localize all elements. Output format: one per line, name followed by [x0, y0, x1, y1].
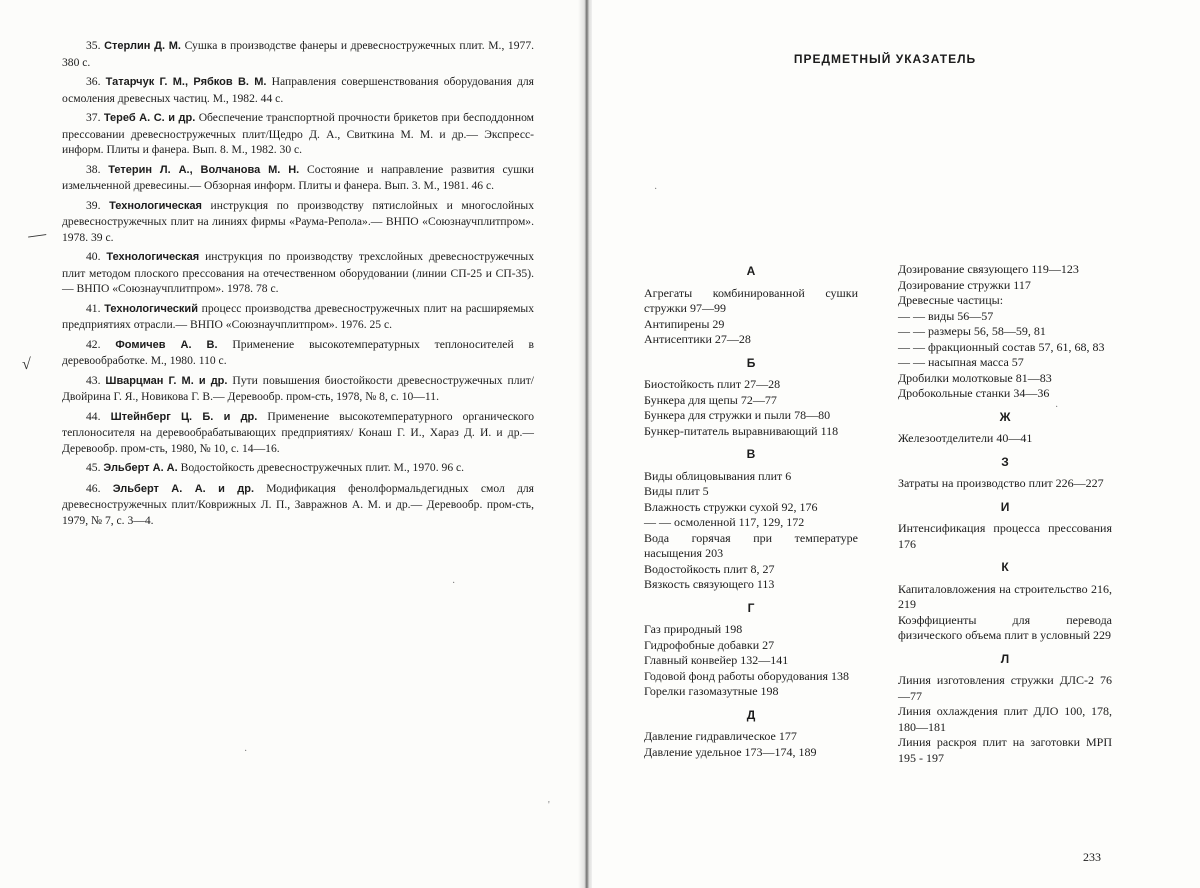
- speck: ·: [244, 746, 248, 757]
- reference-item: [62, 409, 534, 457]
- index-entry: Водостойкость плит 8, 27: [644, 561, 775, 576]
- reference-author: Фомичев А. В.: [115, 338, 218, 351]
- reference-number: 46.: [86, 481, 113, 495]
- index-section: [898, 455, 1112, 492]
- index-section: [644, 708, 858, 761]
- reference-item: [62, 110, 534, 158]
- reference-author: Тетерин Л. А., Волчанова М. Н.: [108, 163, 300, 176]
- reference-text: Применение высокотемпературных теплоносителей в деревообработке. М., 1980. 110 с.: [62, 337, 534, 367]
- reference-item: [62, 301, 534, 333]
- index-entry: Давление удельное 173—174, 189: [644, 744, 817, 759]
- speck: ·: [452, 578, 456, 589]
- reference-item: [62, 337, 534, 369]
- left-page: [0, 0, 588, 888]
- index-section: [898, 500, 1112, 553]
- reference-text: Состояние и направление развития сушки измельченной древесины.— Обзорная информ. Плиты и фанера. Вып. 3. М., 1981. 46 с.: [62, 162, 534, 192]
- index-entry: Давление гидравлическое 177: [644, 729, 797, 743]
- index-column-2: [898, 262, 1112, 774]
- reference-text: Модификация фенолформальдегидных смол для древесностружечных плит/Коврижных Л. П., Завражнов А. М. и др.— Деревообр. пром-сть, 1979, № 7, с. 3—4.: [62, 481, 535, 527]
- reference-number: 43.: [86, 373, 106, 387]
- reference-text: Пути повышения биостойкости древесностружечных плит/ Двойрина Г. Я., Новикова Г. В.— Деревообр. пром-сть, 1978, № 8, с. 10—11.: [62, 373, 534, 403]
- index-entry: Коэффициенты для перевода физического объема плит в условный 229: [898, 612, 1112, 642]
- page-number: 233: [1083, 850, 1101, 864]
- reference-author: Технологический: [104, 302, 198, 315]
- index-column-1: [644, 262, 858, 768]
- index-section: [898, 262, 1112, 402]
- reference-author: Стерлин Д. М.: [104, 40, 181, 52]
- reference-item: [62, 74, 534, 106]
- index-entry: Бункера для стружки и пыли 78—80: [644, 408, 831, 422]
- reference-author: Тереб А. С. и др.: [103, 112, 196, 124]
- index-section: [898, 560, 1112, 644]
- index-entry: Дробокольные станки 34—36: [898, 386, 1050, 400]
- index-entry: Дозирование связующего 119—123: [898, 262, 1079, 276]
- reference-number: 45.: [86, 461, 104, 474]
- index-entry: Виды облицовывания плит 6: [644, 468, 792, 483]
- index-entry: Дозирование стружки 117: [898, 277, 1031, 292]
- pen-mark-arrow: —: [26, 222, 48, 246]
- reference-number: 44.: [86, 409, 111, 423]
- reference-author: Эльберт А. А.: [103, 462, 178, 474]
- index-entry: Капиталовложения на строительство 216, 219: [898, 581, 1112, 611]
- index-letter-heading: А: [746, 264, 756, 278]
- index-entry: Вязкость связующего 113: [644, 577, 775, 591]
- index-letter-heading: Д: [746, 707, 756, 722]
- index-section: [644, 356, 858, 440]
- index-entry: — — фракционный состав 57, 61, 68, 83: [898, 339, 1105, 354]
- index-section: [644, 447, 858, 593]
- index-entry: — — насыпная масса 57: [898, 355, 1024, 369]
- speck: ·: [654, 184, 658, 195]
- index-section: [898, 410, 1112, 447]
- index-entry: — — виды 56—57: [898, 308, 994, 323]
- reference-item: [62, 162, 534, 194]
- reference-number: 38.: [86, 162, 109, 176]
- index-section: [644, 601, 858, 700]
- reference-text: Обеспечение транспортной прочности брикетов при бесподдонном прессовании древесностружечных плит/Щедро Д. А., Свиткина М. М. и др.— Экспресс-информ. Плиты и фанера. Вып. 8. М., 1982. 30 с.: [62, 111, 535, 156]
- reference-item: [62, 481, 534, 529]
- index-entry: Линия раскроя плит на заготовки МРП 195 - 197: [898, 735, 1112, 765]
- index-entry: Железоотделители 40—41: [898, 431, 1033, 445]
- index-letter-heading: З: [1001, 454, 1009, 469]
- index-letter-heading: Г: [747, 600, 755, 615]
- index-letter-heading: Л: [1000, 651, 1010, 666]
- index-entry: Биостойкость плит 27—28: [644, 377, 781, 391]
- index-letter-heading: И: [1000, 499, 1010, 514]
- reference-author: Штейнберг Ц. Б. и др.: [110, 410, 258, 423]
- index-letter-heading: К: [1001, 560, 1009, 574]
- index-entry: Линия изготовления стружки ДЛС-2 76—77: [898, 673, 1112, 703]
- reference-number: 36.: [86, 75, 106, 88]
- reference-text: Водостойкость древесностружечных плит. М., 1970. 96 с.: [177, 461, 465, 474]
- reference-author: Шварцман Г. М. и др.: [105, 374, 228, 387]
- index-entry: Главный конвейер 132—141: [644, 653, 789, 667]
- index-entry: Газ природный 198: [644, 622, 743, 636]
- index-letter-heading: Б: [746, 355, 756, 370]
- index-entry: Линия охлаждения плит ДЛО 100, 178, 180—181: [898, 704, 1112, 734]
- reference-text: инструкция по производству пятислойных и многослойных древесностружечных плит на линиях фирмы «Раума-Репола».— ВНПО «Союзнаучплитпром». 1978. 39 с.: [62, 198, 535, 244]
- speck: ·: [1055, 402, 1059, 413]
- reference-author: Татарчук Г. М., Рябков В. М.: [105, 76, 267, 88]
- index-entry: Бункера для щепы 72—77: [644, 392, 777, 407]
- reference-text: Применение высокотемпературного органического теплоносителя на деревообрабатывающих предприятиях/ Конаш Г. И., Хараз Д. И. и др.— Деревообр. пром-сть, 1980, № 10, с. 14—16.: [62, 409, 535, 455]
- index-entry: Антипирены 29: [644, 316, 725, 331]
- reference-item: [62, 373, 534, 405]
- index-entry: Дробилки молотковые 81—83: [898, 370, 1052, 385]
- index-entry: Древесные частицы:: [898, 293, 1004, 307]
- reference-number: 37.: [86, 111, 104, 124]
- reference-number: 35.: [86, 39, 105, 52]
- index-entry: Годовой фонд работы оборудования 138: [644, 668, 850, 683]
- reference-author: Технологическая: [106, 251, 200, 263]
- index-entry: Антисептики 27—28: [644, 332, 751, 346]
- reference-number: 42.: [86, 337, 116, 351]
- reference-item: [62, 460, 534, 477]
- index-entry: Агрегаты комбинированной сушки стружки 97—99: [644, 285, 858, 315]
- reference-text: процесс производства древесностружечных плит на расширяемых предприятиях отрасли.— ВНПО «Союзнаучплитпром». 1976. 25 с.: [62, 301, 534, 331]
- index-entry: — — осмоленной 117, 129, 172: [644, 515, 805, 529]
- reference-author: Эльберт А. А. и др.: [112, 482, 254, 495]
- bibliography-list: [62, 38, 534, 528]
- reference-author: Технологическая: [109, 199, 202, 212]
- index-entry: Затраты на производство плит 226—227: [898, 476, 1104, 490]
- reference-text: Направления совершенствования оборудования для осмоления древесных частиц. М., 1982. 44 с.: [62, 75, 534, 105]
- pen-mark-check: √: [22, 356, 31, 373]
- index-entry: Бункер-питатель выравнивающий 118: [644, 423, 839, 438]
- index-letter-heading: Ж: [999, 409, 1011, 424]
- index-entry: Виды плит 5: [644, 484, 709, 498]
- reference-number: 41.: [86, 301, 105, 315]
- reference-text: Сушка в производстве фанеры и древесностружечных плит. М., 1977. 380 с.: [62, 39, 535, 69]
- index-section: [644, 264, 858, 348]
- index-entry: Гидрофобные добавки 27: [644, 637, 775, 652]
- reference-text: инструкция по производству трехслойных древесностружечных плит методом плоского прессования на отечественном оборудовании (линии СП-25 и СП-35).— ВНПО «Союзнаучплитпром». 1978. 78 с.: [62, 250, 535, 295]
- index-section: [898, 652, 1112, 767]
- reference-item: [62, 249, 534, 297]
- index-entry: Горелки газомазутные 198: [644, 684, 779, 698]
- index-title: ПРЕДМЕТНЫЙ УКАЗАТЕЛЬ: [793, 52, 977, 66]
- index-entry: Интенсификация процесса прессования 176: [898, 521, 1112, 551]
- reference-item: [62, 198, 534, 246]
- reference-number: 39.: [86, 198, 110, 212]
- index-entry: — — размеры 56, 58—59, 81: [898, 324, 1046, 338]
- speck: ': [548, 800, 550, 811]
- index-entry: Влажность стружки сухой 92, 176: [644, 499, 818, 514]
- index-letter-heading: В: [746, 447, 756, 461]
- reference-item: [62, 38, 534, 70]
- reference-number: 40.: [86, 250, 107, 263]
- index-entry: Вода горячая при температуре насыщения 203: [644, 530, 858, 560]
